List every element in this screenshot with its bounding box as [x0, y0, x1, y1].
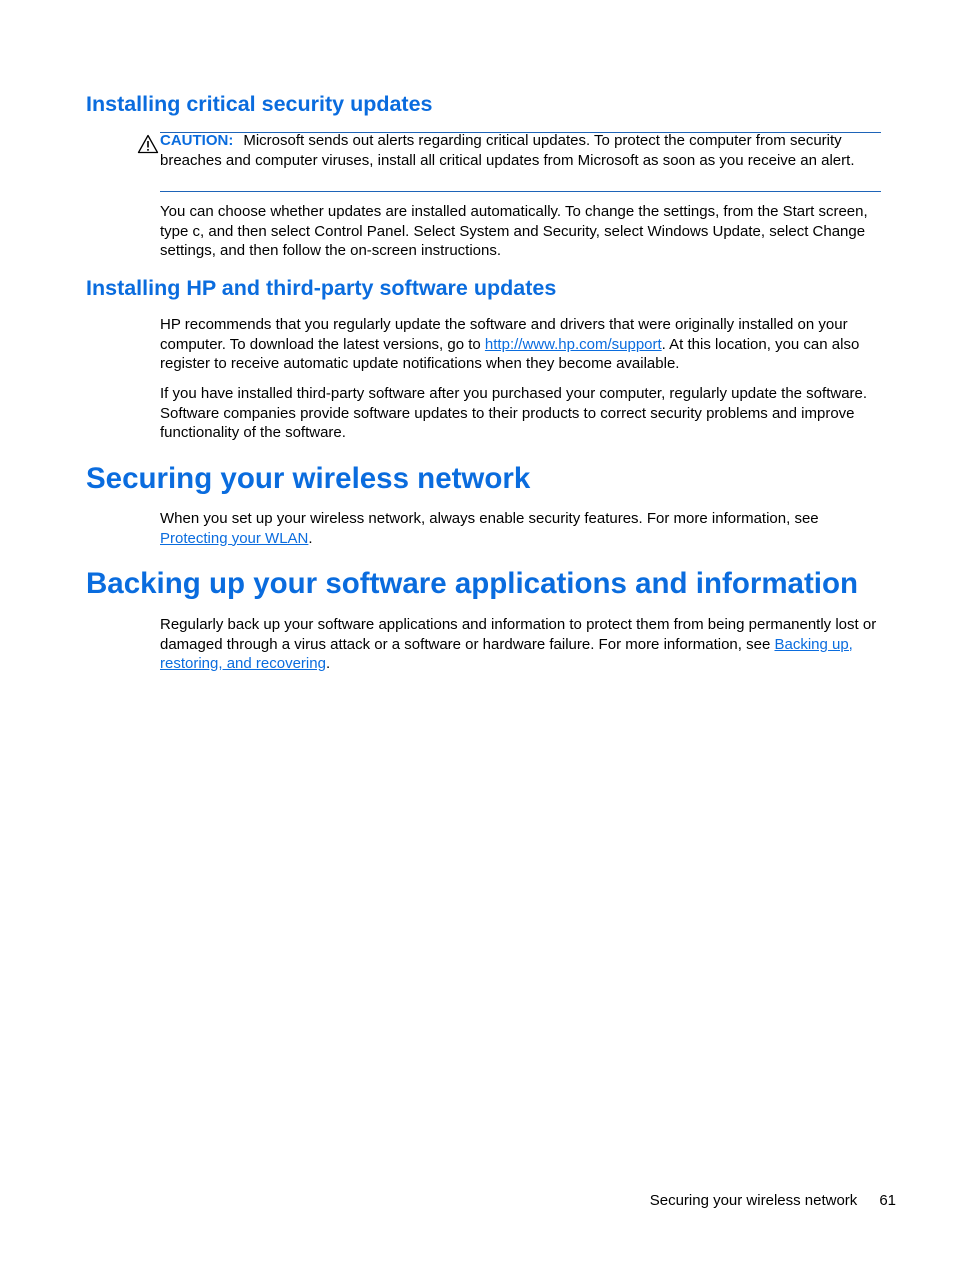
hp-support-link[interactable]: http://www.hp.com/support	[484, 335, 662, 353]
hp-updates-paragraph-2: If you have installed third-party software after you purchased your computer, regularly update the software. Software companies provide software updates to their products to correct security problems and improve functionality of the software.	[160, 385, 868, 441]
hp-updates-text-before: HP recommends that you regularly update the software and drivers that were originally installed on your computer. To download the latest versions, go to	[160, 316, 848, 353]
page-number: 61	[879, 1192, 896, 1209]
backing-up-link[interactable]: Backing up, restoring, and recovering	[160, 635, 853, 672]
backup-text-after: .	[325, 655, 331, 672]
backup-text-before: Regularly back up your software applications and information to protect them from being permanently lost or damaged through a virus attack or a software or hardware failure. For more information, see	[160, 616, 877, 653]
wireless-paragraph	[160, 509, 884, 548]
hp-updates-paragraph-1	[160, 315, 884, 374]
heading-backup: Backing up your software applications and information	[86, 567, 859, 600]
heading-wireless: Securing your wireless network	[86, 462, 531, 495]
caution-text: Microsoft sends out alerts regarding critical updates. To protect the computer from security breaches and computer viruses, install all critical updates from Microsoft as soon as you receive an alert.	[160, 132, 855, 169]
heading-hp-updates: Installing HP and third-party software updates	[86, 276, 557, 300]
caution-note	[160, 131, 882, 170]
page-footer	[650, 1192, 896, 1209]
hp-updates-text-after: . At this location, you can also register to receive automatic update notifications when they become available.	[160, 335, 860, 372]
caution-label: CAUTION:	[160, 132, 234, 149]
critical-updates-paragraph: You can choose whether updates are installed automatically. To change the settings, from the Start screen, type c, and then select Control Panel. Select System and Security, select Windows Update, select Change settings, and then follow the on-screen instructions.	[160, 203, 868, 259]
wireless-text-after: .	[308, 529, 313, 547]
backup-paragraph	[160, 615, 884, 674]
heading-critical-updates: Installing critical security updates	[86, 92, 433, 116]
warning-triangle-icon	[137, 134, 159, 159]
wireless-text-before: When you set up your wireless network, always enable security features. For more information, see	[160, 510, 819, 527]
footer-section-title: Securing your wireless network	[649, 1192, 858, 1209]
protecting-wlan-link[interactable]: Protecting your WLAN	[160, 529, 309, 547]
